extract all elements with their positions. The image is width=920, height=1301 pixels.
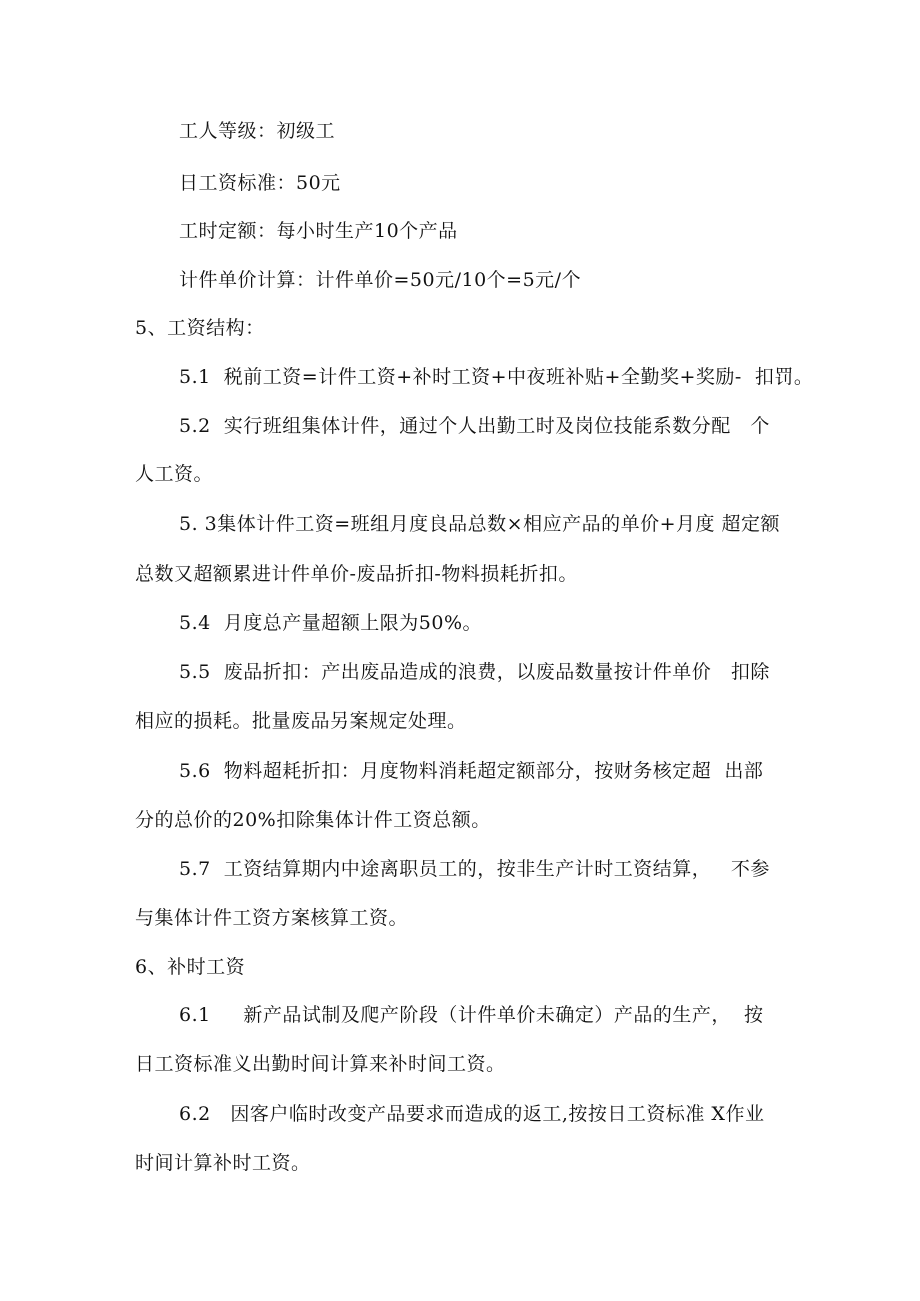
item-6-2-cont: 时间计算补时工资。 [135,1152,311,1174]
item-6-1: 6.1 新产品试制及爬产阶段（计件单价未确定）产品的生产， 按 [179,1004,764,1026]
item-5-5-cont: 相应的损耗。批量废品另案规定处理。 [135,710,467,732]
worker-level-line: 工人等级：初级工 [179,120,336,142]
item-5-5: 5.5 废品折扣：产出废品造成的浪费，以废品数量按计件单价 扣除 [179,661,770,683]
work-quota-line: 工时定额：每小时生产10个产品 [179,220,458,242]
section-6-heading: 6、补时工资 [135,956,246,978]
piece-rate-calc-line: 计件单价计算：计件单价=50元/10个=5元/个 [179,269,582,291]
item-5-4: 5.4 月度总产量超额上限为50%。 [179,612,483,634]
item-6-2: 6.2 因客户临时改变产品要求而造成的返工,按按日工资标准 X作业 [179,1103,765,1125]
item-5-2-cont: 人工资。 [135,463,214,485]
item-5-6-cont: 分的总价的20%扣除集体计件工资总额。 [135,809,491,831]
item-5-7-cont: 与集体计件工资方案核算工资。 [135,907,409,929]
item-5-6: 5.6 物料超耗折扣：月度物料消耗超定额部分，按财务核定超 出部 [179,760,764,782]
daily-wage-line: 日工资标准：50元 [179,172,341,194]
item-5-1: 5.1 税前工资=计件工资+补时工资+中夜班补贴+全勤奖+奖励- 扣罚。 [179,366,814,388]
item-5-3-cont: 总数又超额累进计件单价-废品折扣-物料损耗折扣。 [135,563,578,585]
item-6-1-cont: 日工资标准义出勤时间计算来补时间工资。 [135,1053,506,1075]
section-5-heading: 5、工资结构： [135,317,265,339]
item-5-2: 5.2 实行班组集体计件，通过个人出勤工时及岗位技能系数分配 个 [179,415,770,437]
item-5-7: 5.7 工资结算期内中途离职员工的，按非生产计时工资结算， 不参 [179,858,770,880]
item-5-3: 5. 3集体计件工资=班组月度良品总数×相应产品的单价+月度 超定额 [179,513,781,535]
